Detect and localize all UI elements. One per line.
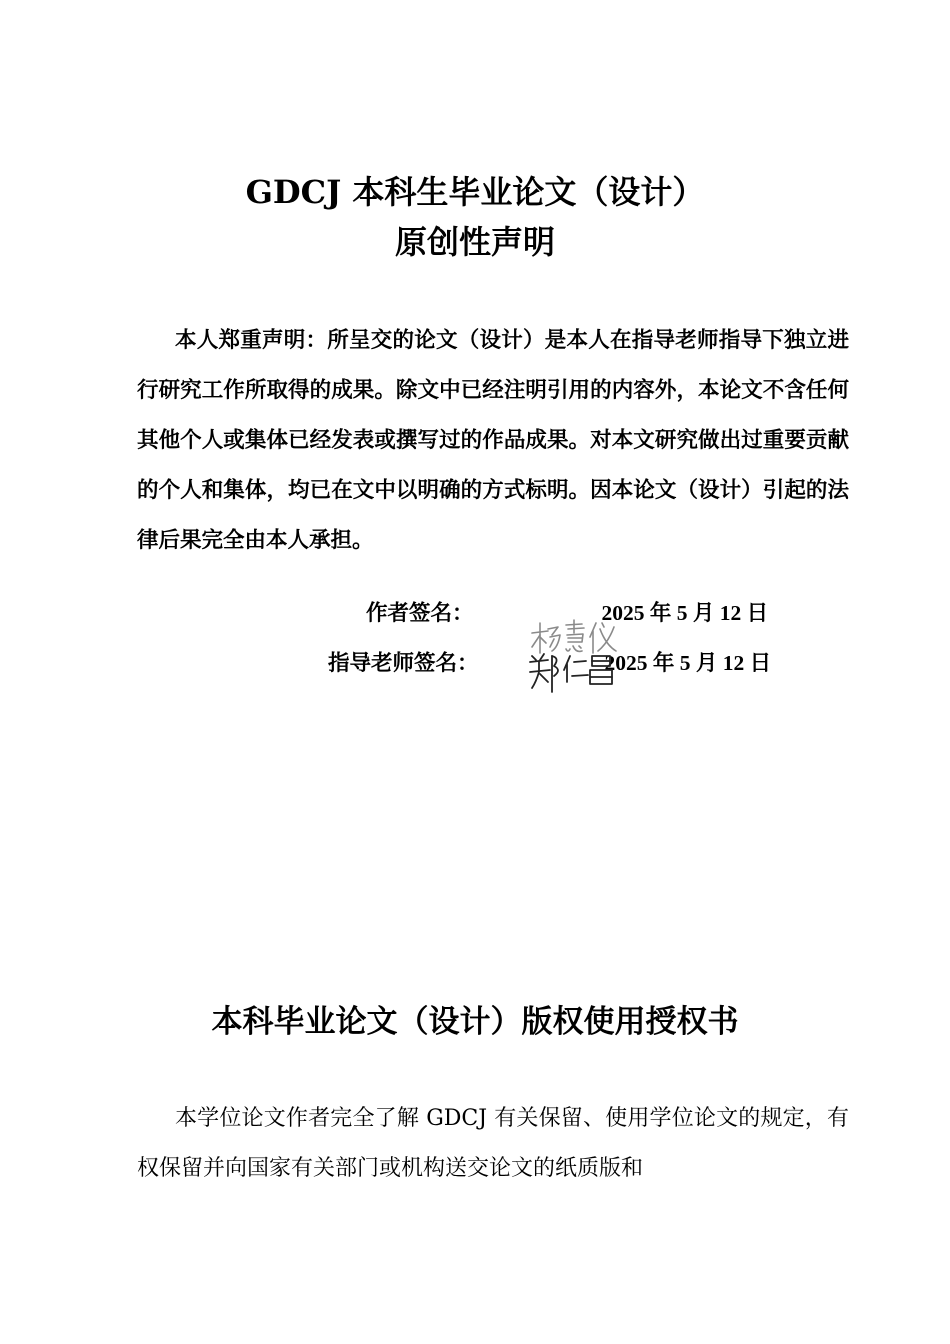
advisor-date: 2025 年 5 月 12 日 bbox=[604, 651, 772, 675]
declaration-title: GDCJ 本科生毕业论文（设计） bbox=[245, 173, 705, 211]
declaration-body: 本人郑重声明：所呈交的论文（设计）是本人在指导老师指导下独立进行研究工作所取得的成果。除文中已经注明引用的内容外，本论文不含任何其他个人或集体已经发表或撰写过的作品成果。对本文研究做出过重要贡献的个人和集体，均已在文中以明确的方式标明。因本论文（设计）引起的法律后果完全由本人承担。 bbox=[137, 328, 849, 553]
author-signature-row bbox=[366, 598, 768, 629]
advisor-signature-label: 指导老师签名： bbox=[328, 651, 479, 676]
author-date: 2025 年 5 月 12 日 bbox=[601, 601, 769, 625]
license-body: 本学位论文作者完全了解 GDCJ 有关保留、使用学位论文的规定，有权保留并向国家有关部门或机构送交论文的纸质版和 bbox=[137, 1106, 849, 1181]
advisor-signature-row bbox=[328, 648, 771, 679]
license-title: 本科毕业论文（设计）版权使用授权书 bbox=[211, 1004, 739, 1040]
declaration-subtitle: 原创性声明 bbox=[394, 223, 555, 261]
author-signature-label: 作者签名： bbox=[366, 601, 474, 626]
